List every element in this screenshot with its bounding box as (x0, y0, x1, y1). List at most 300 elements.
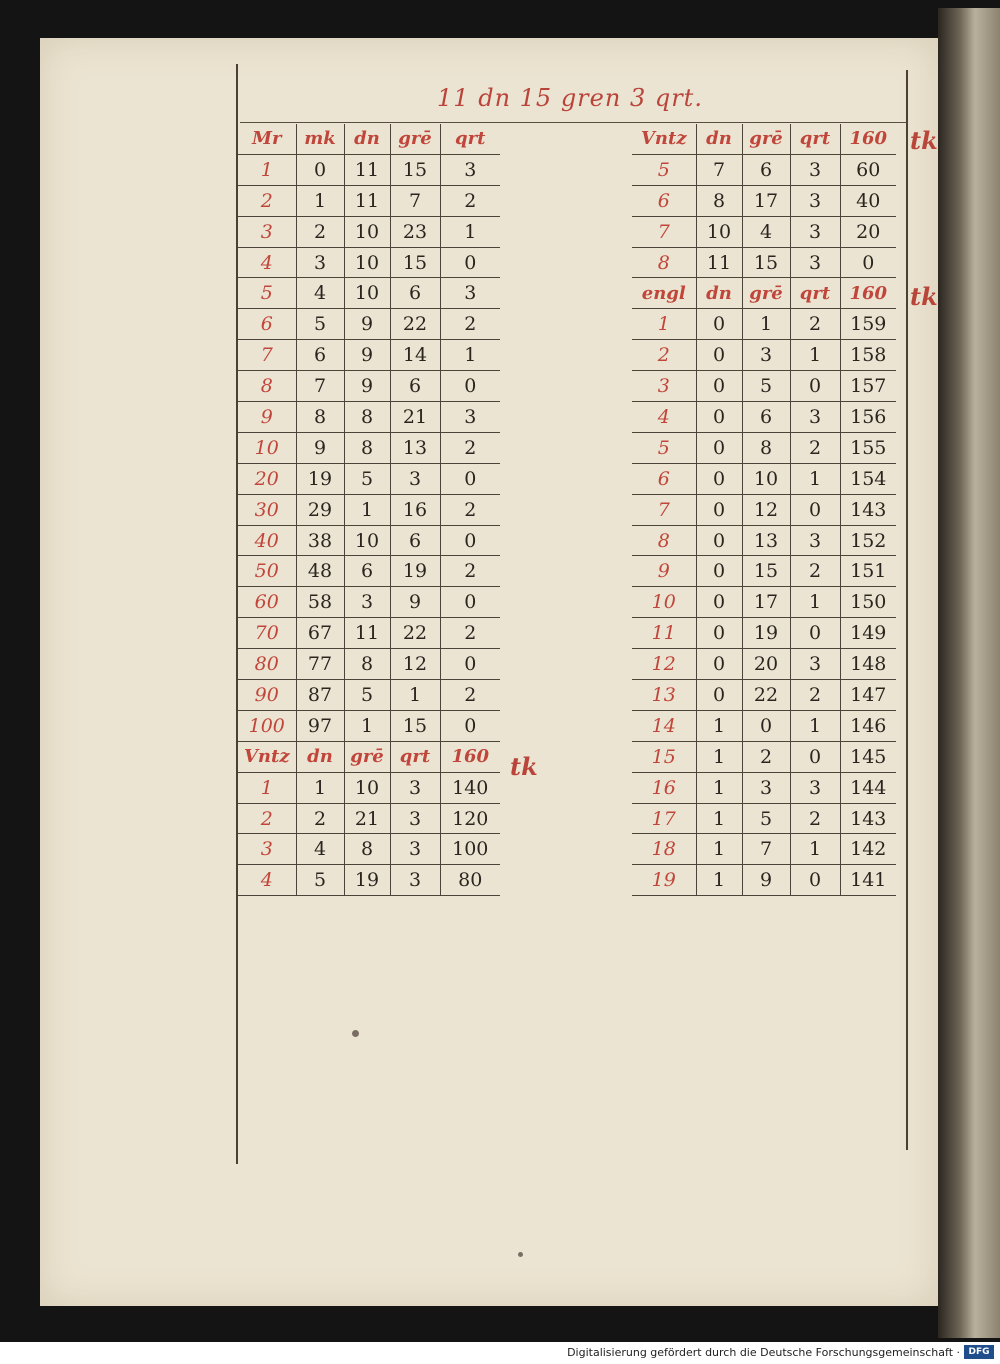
row-label-cell: 18 (632, 834, 696, 865)
value-cell: 147 (840, 680, 896, 711)
value-cell: 2 (296, 803, 344, 834)
value-cell: 1 (696, 772, 742, 803)
value-cell: 22 (742, 680, 790, 711)
value-cell: 1 (440, 340, 500, 371)
row-label-cell: 2 (238, 803, 296, 834)
row-label-cell: 20 (238, 463, 296, 494)
row-label-cell: 9 (632, 556, 696, 587)
value-cell: 15 (742, 556, 790, 587)
value-cell: 9 (344, 340, 390, 371)
value-cell: 23 (390, 216, 440, 247)
value-cell: 4 (296, 278, 344, 309)
table-row (632, 680, 896, 711)
row-label-cell: 3 (238, 216, 296, 247)
value-cell: 1 (390, 680, 440, 711)
value-cell: 0 (790, 371, 840, 402)
value-cell: 0 (790, 618, 840, 649)
value-cell: 5 (344, 680, 390, 711)
value-cell: 9 (390, 587, 440, 618)
value-cell: 15 (390, 154, 440, 185)
footer-credit: Digitalisierung gefördert durch die Deutsche Forschungsgemeinschaft · (567, 1346, 960, 1359)
value-cell: 140 (440, 772, 500, 803)
value-cell: 141 (840, 865, 896, 896)
row-label-cell: 10 (238, 432, 296, 463)
value-cell: 1 (344, 494, 390, 525)
value-cell: 6 (390, 278, 440, 309)
value-cell: 8 (696, 185, 742, 216)
value-cell: 0 (440, 710, 500, 741)
row-label-cell: 5 (632, 432, 696, 463)
value-cell: 0 (696, 680, 742, 711)
row-label-cell: 7 (632, 494, 696, 525)
value-cell: 1 (742, 309, 790, 340)
value-cell: 8 (344, 402, 390, 433)
value-cell: 3 (390, 772, 440, 803)
row-label-cell: 2 (238, 185, 296, 216)
table-row (238, 803, 500, 834)
value-cell: 19 (390, 556, 440, 587)
value-cell: 2 (790, 432, 840, 463)
value-cell: 1 (296, 185, 344, 216)
row-label-cell: 50 (238, 556, 296, 587)
row-label-cell: 40 (238, 525, 296, 556)
rule-title-line (240, 122, 906, 123)
value-cell: 1 (696, 710, 742, 741)
value-cell: 0 (440, 247, 500, 278)
value-cell: 17 (742, 587, 790, 618)
paper-speck (352, 1030, 359, 1037)
row-label-cell: 11 (632, 618, 696, 649)
table-row (632, 402, 896, 433)
value-cell: 0 (742, 710, 790, 741)
value-cell: 11 (344, 154, 390, 185)
row-label-cell: 90 (238, 680, 296, 711)
footer (0, 1342, 1000, 1364)
value-cell: 1 (790, 834, 840, 865)
row-label-cell: 6 (238, 309, 296, 340)
value-cell: 6 (742, 402, 790, 433)
value-cell: 5 (296, 309, 344, 340)
value-cell: 3 (296, 247, 344, 278)
value-cell: 0 (296, 154, 344, 185)
value-cell: 12 (390, 649, 440, 680)
row-label-cell: 1 (632, 309, 696, 340)
value-cell: 1 (696, 803, 742, 834)
right-sub-header-mark: tk (910, 282, 938, 311)
value-cell: 143 (840, 494, 896, 525)
row-label-cell: 3 (632, 371, 696, 402)
value-cell: 8 (296, 402, 344, 433)
value-cell: 5 (742, 371, 790, 402)
header-cell: engl (632, 278, 696, 309)
row-label-cell: 12 (632, 649, 696, 680)
table-row (632, 710, 896, 741)
table-row (632, 618, 896, 649)
value-cell: 7 (296, 371, 344, 402)
book-edge (938, 8, 1000, 1338)
value-cell: 0 (440, 463, 500, 494)
value-cell: 67 (296, 618, 344, 649)
value-cell: 87 (296, 680, 344, 711)
row-label-cell: 70 (238, 618, 296, 649)
row-label-cell: 17 (632, 803, 696, 834)
value-cell: 3 (390, 834, 440, 865)
table-row (238, 371, 500, 402)
row-label-cell: 4 (238, 247, 296, 278)
table-row (632, 649, 896, 680)
value-cell: 0 (696, 525, 742, 556)
value-cell: 2 (790, 680, 840, 711)
value-cell: 8 (742, 432, 790, 463)
table-row (632, 340, 896, 371)
header-cell: grē (742, 124, 790, 154)
value-cell: 4 (296, 834, 344, 865)
value-cell: 16 (390, 494, 440, 525)
table-row (632, 494, 896, 525)
value-cell: 3 (790, 247, 840, 278)
rule-right-outer (906, 70, 908, 1150)
header-cell: grē (742, 278, 790, 309)
row-label-cell: 7 (238, 340, 296, 371)
table-row (632, 556, 896, 587)
header-cell: dn (696, 278, 742, 309)
table-header-row (238, 741, 500, 772)
value-cell: 148 (840, 649, 896, 680)
value-cell: 10 (742, 463, 790, 494)
value-cell: 8 (344, 649, 390, 680)
value-cell: 4 (742, 216, 790, 247)
value-cell: 2 (440, 185, 500, 216)
value-cell: 20 (840, 216, 896, 247)
value-cell: 3 (390, 865, 440, 896)
value-cell: 3 (390, 463, 440, 494)
value-cell: 0 (696, 587, 742, 618)
row-label-cell: 19 (632, 865, 696, 896)
table-row (238, 278, 500, 309)
header-cell: grē (344, 741, 390, 772)
header-cell: qrt (790, 278, 840, 309)
value-cell: 151 (840, 556, 896, 587)
row-label-cell: 8 (238, 371, 296, 402)
value-cell: 6 (390, 525, 440, 556)
table-row (238, 525, 500, 556)
value-cell: 0 (696, 309, 742, 340)
value-cell: 100 (440, 834, 500, 865)
value-cell: 15 (742, 247, 790, 278)
row-label-cell: 14 (632, 710, 696, 741)
value-cell: 0 (696, 649, 742, 680)
page-title: 11 dn 15 gren 3 qrt. (437, 84, 703, 112)
table-row (238, 309, 500, 340)
right-header-mark: tk (910, 126, 938, 155)
left-table (238, 124, 500, 896)
table-header-row (238, 124, 500, 154)
value-cell: 3 (790, 772, 840, 803)
value-cell: 11 (696, 247, 742, 278)
header-cell: Vntz (238, 741, 296, 772)
value-cell: 6 (344, 556, 390, 587)
table-row (632, 803, 896, 834)
value-cell: 2 (440, 680, 500, 711)
value-cell: 10 (344, 247, 390, 278)
paper-speck (518, 1252, 523, 1257)
value-cell: 0 (440, 649, 500, 680)
header-cell: 160 (840, 124, 896, 154)
value-cell: 80 (440, 865, 500, 896)
value-cell: 0 (696, 340, 742, 371)
value-cell: 10 (696, 216, 742, 247)
value-cell: 0 (440, 587, 500, 618)
value-cell: 22 (390, 618, 440, 649)
value-cell: 5 (742, 803, 790, 834)
header-cell: Mr (238, 124, 296, 154)
value-cell: 1 (696, 741, 742, 772)
table-row (632, 216, 896, 247)
row-label-cell: 30 (238, 494, 296, 525)
value-cell: 9 (344, 309, 390, 340)
value-cell: 17 (742, 185, 790, 216)
table-row (238, 247, 500, 278)
row-label-cell: 16 (632, 772, 696, 803)
value-cell: 97 (296, 710, 344, 741)
row-label-cell: 60 (238, 587, 296, 618)
value-cell: 0 (696, 402, 742, 433)
row-label-cell: 5 (632, 154, 696, 185)
value-cell: 1 (790, 340, 840, 371)
value-cell: 21 (344, 803, 390, 834)
table-row (632, 834, 896, 865)
value-cell: 0 (440, 525, 500, 556)
value-cell: 1 (296, 772, 344, 803)
value-cell: 29 (296, 494, 344, 525)
table-row (238, 185, 500, 216)
value-cell: 154 (840, 463, 896, 494)
value-cell: 8 (344, 834, 390, 865)
value-cell: 19 (344, 865, 390, 896)
value-cell: 10 (344, 216, 390, 247)
table-row (238, 556, 500, 587)
value-cell: 48 (296, 556, 344, 587)
value-cell: 0 (440, 371, 500, 402)
value-cell: 156 (840, 402, 896, 433)
table-row (632, 371, 896, 402)
value-cell: 19 (296, 463, 344, 494)
table-row (632, 185, 896, 216)
value-cell: 0 (790, 494, 840, 525)
header-cell: qrt (390, 741, 440, 772)
value-cell: 3 (790, 216, 840, 247)
value-cell: 6 (742, 154, 790, 185)
header-cell: 160 (840, 278, 896, 309)
value-cell: 6 (296, 340, 344, 371)
table-row (632, 463, 896, 494)
header-cell: 160 (440, 741, 500, 772)
table-row (238, 865, 500, 896)
table-row (632, 865, 896, 896)
value-cell: 22 (390, 309, 440, 340)
header-cell: grē (390, 124, 440, 154)
value-cell: 159 (840, 309, 896, 340)
value-cell: 60 (840, 154, 896, 185)
header-cell: dn (296, 741, 344, 772)
header-cell: mk (296, 124, 344, 154)
value-cell: 149 (840, 618, 896, 649)
value-cell: 3 (790, 185, 840, 216)
table-row (238, 463, 500, 494)
value-cell: 3 (344, 587, 390, 618)
row-label-cell: 100 (238, 710, 296, 741)
header-cell: Vntz (632, 124, 696, 154)
value-cell: 0 (696, 371, 742, 402)
row-label-cell: 7 (632, 216, 696, 247)
row-label-cell: 3 (238, 834, 296, 865)
table-row (238, 216, 500, 247)
value-cell: 0 (696, 618, 742, 649)
value-cell: 1 (696, 865, 742, 896)
table-row (632, 741, 896, 772)
value-cell: 2 (440, 494, 500, 525)
value-cell: 10 (344, 278, 390, 309)
value-cell: 0 (840, 247, 896, 278)
table-row (238, 710, 500, 741)
value-cell: 58 (296, 587, 344, 618)
table-row (238, 402, 500, 433)
value-cell: 7 (390, 185, 440, 216)
value-cell: 144 (840, 772, 896, 803)
table-row (238, 587, 500, 618)
table-row (632, 309, 896, 340)
value-cell: 9 (296, 432, 344, 463)
table-row (238, 494, 500, 525)
value-cell: 145 (840, 741, 896, 772)
value-cell: 9 (742, 865, 790, 896)
value-cell: 2 (790, 309, 840, 340)
table-header-row (632, 278, 896, 309)
row-label-cell: 80 (238, 649, 296, 680)
row-label-cell: 1 (238, 772, 296, 803)
table-row (238, 618, 500, 649)
value-cell: 152 (840, 525, 896, 556)
value-cell: 1 (790, 463, 840, 494)
value-cell: 10 (344, 525, 390, 556)
row-label-cell: 8 (632, 525, 696, 556)
value-cell: 3 (440, 278, 500, 309)
value-cell: 20 (742, 649, 790, 680)
value-cell: 40 (840, 185, 896, 216)
value-cell: 21 (390, 402, 440, 433)
value-cell: 2 (440, 618, 500, 649)
table-row (632, 525, 896, 556)
value-cell: 2 (790, 803, 840, 834)
value-cell: 5 (296, 865, 344, 896)
row-label-cell: 10 (632, 587, 696, 618)
table-row (238, 649, 500, 680)
header-cell: dn (344, 124, 390, 154)
header-cell: qrt (790, 124, 840, 154)
value-cell: 1 (790, 710, 840, 741)
value-cell: 157 (840, 371, 896, 402)
value-cell: 3 (390, 803, 440, 834)
value-cell: 7 (696, 154, 742, 185)
value-cell: 150 (840, 587, 896, 618)
value-cell: 77 (296, 649, 344, 680)
value-cell: 13 (742, 525, 790, 556)
value-cell: 14 (390, 340, 440, 371)
dfg-logo: DFG (964, 1345, 994, 1359)
table-row (238, 772, 500, 803)
row-label-cell: 15 (632, 741, 696, 772)
table-row (238, 834, 500, 865)
table-row (238, 680, 500, 711)
value-cell: 11 (344, 618, 390, 649)
table-row (632, 154, 896, 185)
value-cell: 146 (840, 710, 896, 741)
header-cell: qrt (440, 124, 500, 154)
value-cell: 142 (840, 834, 896, 865)
value-cell: 3 (790, 649, 840, 680)
value-cell: 3 (742, 772, 790, 803)
value-cell: 0 (696, 556, 742, 587)
header-cell: dn (696, 124, 742, 154)
value-cell: 1 (790, 587, 840, 618)
value-cell: 11 (344, 185, 390, 216)
value-cell: 155 (840, 432, 896, 463)
table-row (632, 772, 896, 803)
value-cell: 3 (742, 340, 790, 371)
row-label-cell: 4 (632, 402, 696, 433)
table-row (632, 247, 896, 278)
value-cell: 3 (440, 154, 500, 185)
value-cell: 5 (344, 463, 390, 494)
value-cell: 3 (440, 402, 500, 433)
value-cell: 13 (390, 432, 440, 463)
table-row (632, 432, 896, 463)
value-cell: 12 (742, 494, 790, 525)
row-label-cell: 5 (238, 278, 296, 309)
table-row (632, 587, 896, 618)
value-cell: 2 (440, 556, 500, 587)
table-row (238, 432, 500, 463)
left-sub-header-mark: tk (510, 752, 538, 781)
value-cell: 6 (390, 371, 440, 402)
value-cell: 158 (840, 340, 896, 371)
value-cell: 3 (790, 525, 840, 556)
value-cell: 1 (696, 834, 742, 865)
table-row (238, 340, 500, 371)
value-cell: 3 (790, 154, 840, 185)
value-cell: 15 (390, 247, 440, 278)
value-cell: 15 (390, 710, 440, 741)
value-cell: 19 (742, 618, 790, 649)
value-cell: 1 (344, 710, 390, 741)
value-cell: 3 (790, 402, 840, 433)
right-table (632, 124, 896, 896)
value-cell: 2 (440, 309, 500, 340)
value-cell: 143 (840, 803, 896, 834)
value-cell: 0 (790, 741, 840, 772)
row-label-cell: 8 (632, 247, 696, 278)
value-cell: 2 (790, 556, 840, 587)
value-cell: 120 (440, 803, 500, 834)
value-cell: 38 (296, 525, 344, 556)
value-cell: 10 (344, 772, 390, 803)
value-cell: 0 (696, 432, 742, 463)
value-cell: 2 (742, 741, 790, 772)
value-cell: 0 (790, 865, 840, 896)
row-label-cell: 4 (238, 865, 296, 896)
table-header-row (632, 124, 896, 154)
value-cell: 2 (296, 216, 344, 247)
